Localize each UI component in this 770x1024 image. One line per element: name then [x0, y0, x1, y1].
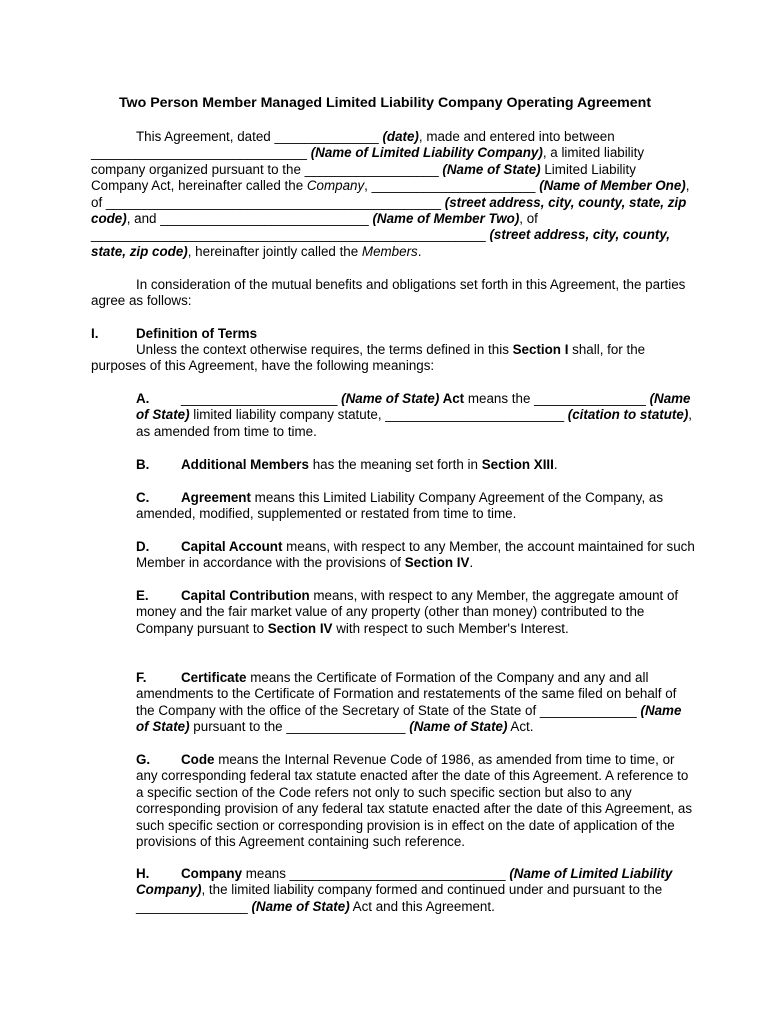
section-1-intro: Unless the context otherwise requires, the terms defined in this Section I shall, for the purposes of this Agreement, have the following meanings:: [91, 342, 646, 374]
definition-b: B. Additional Members has the meaning set forth in Section XIII.: [136, 457, 558, 472]
definition-h: H. Company means _____________________________ (Name of Limited Liability Company), the limited liability company formed and continued under and pursuant to the _______________ (Name of State) Act and this Agreement.: [136, 866, 673, 914]
definition-d: D. Capital Account means, with respect to any Member, the account maintained for such Member in accordance with the provisions of Section IV.: [136, 539, 695, 571]
definition-g: G. Code means the Internal Revenue Code of 1986, as amended from time to time, or any corresponding federal tax statute enacted after the date of this Agreement. A reference to a specific section of the Code refers not only to such specific section but also to any corresponding provision of any federal tax statute enacted after the date of this Agreement, as such specific section or corresponding provision is in effect on the date of application of the provisions of this Agreement containing such reference.: [136, 752, 693, 850]
definition-f: F. Certificate means the Certificate of Formation of the Company and any and all amendments to the Certificate of Formation and restatements of the same filed on behalf of the Company with the office of the Secretary of State of the State of _____________ (Name of State) pursuant to the ________________ (Name of State) Act.: [136, 670, 682, 735]
section-1-heading: I. Definition of Terms: [91, 326, 258, 341]
document-title: Two Person Member Managed Limited Liability Company Operating Agreement: [118, 95, 652, 111]
definition-c: C. Agreement means this Limited Liability Company Agreement of the Company, as amended, modified, supplemented or restated from time to time.: [136, 490, 664, 522]
definition-e: E. Capital Contribution means, with respect to any Member, the aggregate amount of money and the fair market value of any property (other than money) contributed to the Company pursuant to Section IV with respect to such Member's Interest.: [136, 588, 679, 636]
intro-paragraph: This Agreement, dated ______________ (date), made and entered into between _____________________________ (Name of Limited Liability Company), a limited liability company organized pursuant to the __________________ (Name of State) Limited Liability Company Act, hereinafter called the Company, ______________________ (Name of Member One), of _____________________________________________ (street address, city, county, state, zip code), and ____________________________ (Name of Member Two), of _____________________________________________________ (street address, city, county, state, zip code), hereinafter jointly called the Members.: [91, 129, 690, 259]
consideration-paragraph: In consideration of the mutual benefits and obligations set forth in this Agreement, the parties agree as follows:: [91, 277, 686, 309]
definition-a: A. _____________________ (Name of State) Act means the _______________ (Name of State) limited liability company statute, ________________________ (citation to statute), as amended from time to time.: [136, 391, 693, 439]
